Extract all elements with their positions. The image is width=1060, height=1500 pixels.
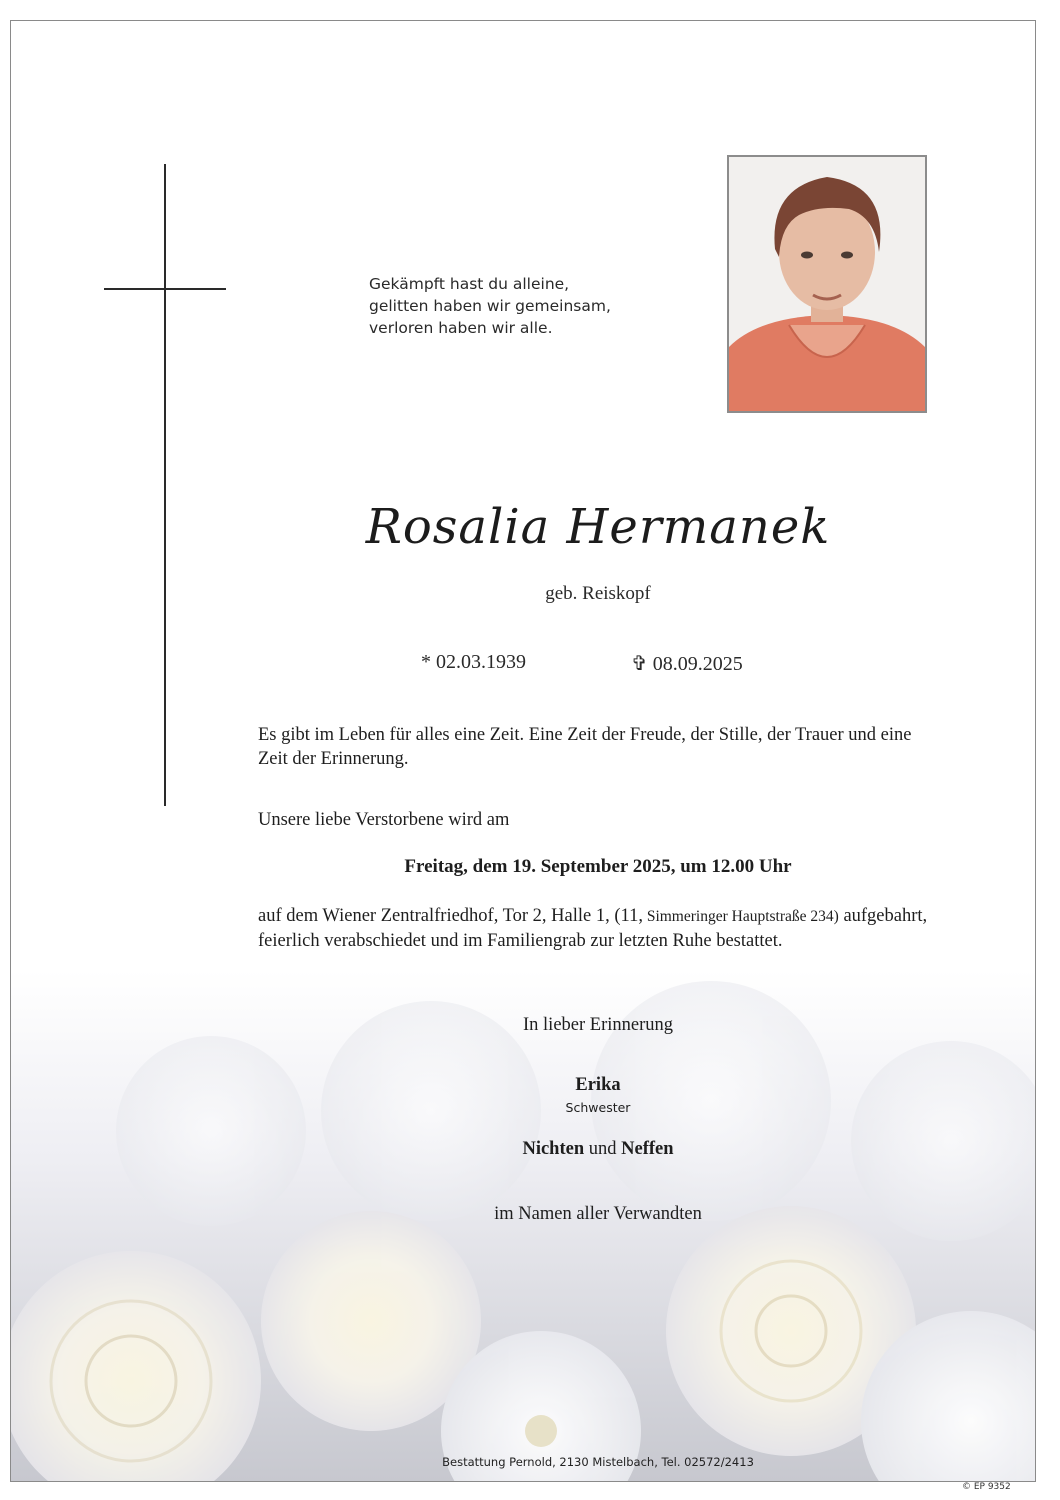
location-rest: aufgebahrt, feierlich verabschiedet und im Familiengrab zur letzten Ruhe bestattet. [258,906,928,951]
funeral-intro: Unsere liebe Verstorbene wird am [258,810,510,830]
mourner-group [258,1139,938,1160]
undertaker-footer: Bestattung Pernold, 2130 Mistelbach, Tel. 02572/2413 [442,1455,754,1469]
maiden-name: geb. Reiskopf [545,583,651,604]
obituary-sheet [10,20,1036,1482]
mourner-group-a: Nichten [522,1139,585,1159]
quote-line: Gekämpft hast du alleine, [369,275,570,293]
birth-date: * 02.03.1939 [421,651,526,673]
quote-line: gelitten haben wir gemeinsam, [369,297,611,315]
cross-vertical-bar [164,164,166,806]
quote-line: verloren haben wir alle. [369,319,553,337]
mourner-relation: Schwester [565,1100,631,1115]
location-main: auf dem Wiener Zentralfriedhof, Tor 2, Halle 1, (11, [258,906,643,926]
mourner-name: Erika [575,1075,621,1095]
mourner-group-join: und [584,1139,622,1159]
memorial-quote [369,273,611,339]
death-date: ✞ 08.09.2025 [631,653,743,675]
mourner-group-b: Neffen [621,1139,674,1159]
funeral-location [258,904,938,953]
funeral-date: Freitag, dem 19. September 2025, um 12.00 Uhr [404,856,792,877]
mourners-intro: In lieber Erinnerung [523,1015,673,1035]
portrait-illustration [729,157,925,411]
location-street: Simmeringer Hauptstraße 234) [642,908,839,925]
cross-horizontal-bar [104,288,226,290]
template-code: © EP 9352 [962,1482,1011,1492]
mourners-closing: im Namen aller Verwandten [494,1204,702,1224]
deceased-name: Rosalia Hermanek [365,499,831,555]
memorial-paragraph: Es gibt im Leben für alles eine Zeit. Eine Zeit der Freude, der Stille, der Trauer und eine Zeit der Erinnerung. [258,725,912,769]
portrait-photo [727,155,927,413]
